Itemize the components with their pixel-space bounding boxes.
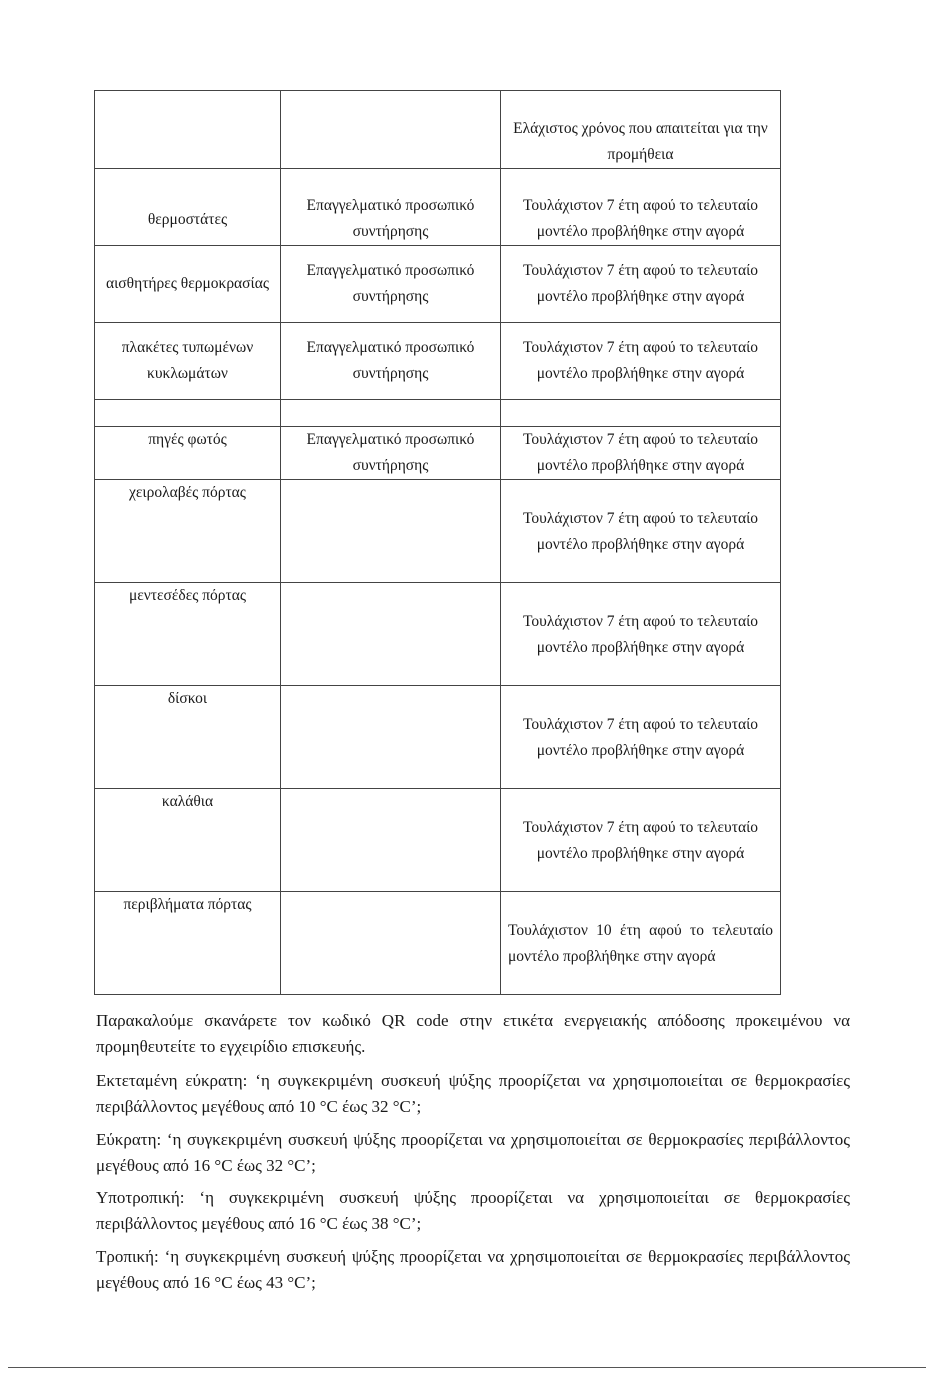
part-cell: μεντεσέδες πόρτας [95,583,281,686]
part-cell: πλακέτες τυπωμένων κυκλωμάτων [95,323,281,400]
table-row [95,246,781,323]
part-cell: δίσκοι [95,686,281,789]
part-cell: θερμοστάτες [95,169,281,246]
time-cell: Τουλάχιστον 7 έτη αφού το τελευταίο μοντέλο προβλήθηκε στην αγορά [501,323,781,400]
spare-parts-table [94,90,781,995]
who-cell [281,583,501,686]
who-cell [281,789,501,892]
who-cell [281,892,501,995]
table-row [95,427,781,480]
who-cell: Επαγγελματικό προσωπικό συντήρησης [281,323,501,400]
part-cell: περιβλήματα πόρτας [95,892,281,995]
table-row [95,892,781,995]
time-cell: Τουλάχιστον 7 έτη αφού το τελευταίο μοντέλο προβλήθηκε στην αγορά [501,246,781,323]
who-cell: Επαγγελματικό προσωπικό συντήρησης [281,169,501,246]
table-row [95,583,781,686]
table-row [95,169,781,246]
climate-class-extended-temperate: Εκτεταμένη εύκρατη: ‘η συγκεκριμένη συσκευή ψύξης προορίζεται να χρησιμοποιείται σε θερμοκρασίες περιβάλλοντος μεγέθους από 10 °C έως 32 °C’; [96,1071,850,1116]
footer-divider [8,1367,926,1368]
time-cell: Τουλάχιστον 7 έτη αφού το τελευταίο μοντέλο προβλήθηκε στην αγορά [501,583,781,686]
time-cell: Τουλάχιστον 10 έτη αφού το τελευταίο μοντέλο προβλήθηκε στην αγορά [501,892,781,995]
time-cell: Τουλάχιστον 7 έτη αφού το τελευταίο μοντέλο προβλήθηκε στην αγορά [501,789,781,892]
header-cell-time: Ελάχιστος χρόνος που απαιτείται για την προμήθεια [501,91,781,169]
table-row [95,789,781,892]
climate-class-subtropical: Υποτροπική: ‘η συγκεκριμένη συσκευή ψύξης προορίζεται να χρησιμοποιείται σε θερμοκρασίες περιβάλλοντος μεγέθους από 16 °C έως 38 °C’; [96,1188,850,1233]
time-cell: Τουλάχιστον 7 έτη αφού το τελευταίο μοντέλο προβλήθηκε στην αγορά [501,686,781,789]
time-cell: Τουλάχιστον 7 έτη αφού το τελευταίο μοντέλο προβλήθηκε στην αγορά [501,427,781,480]
time-cell: Τουλάχιστον 7 έτη αφού το τελευταίο μοντέλο προβλήθηκε στην αγορά [501,169,781,246]
who-cell [281,480,501,583]
table-row [95,686,781,789]
time-cell: Τουλάχιστον 7 έτη αφού το τελευταίο μοντέλο προβλήθηκε στην αγορά [501,480,781,583]
part-cell: χειρολαβές πόρτας [95,480,281,583]
table-header-row [95,91,781,169]
table-row [95,323,781,400]
who-cell [281,686,501,789]
part-cell: καλάθια [95,789,281,892]
who-cell: Επαγγελματικό προσωπικό συντήρησης [281,246,501,323]
climate-class-temperate: Εύκρατη: ‘η συγκεκριμένη συσκευή ψύξης προορίζεται να χρησιμοποιείται σε θερμοκρασίες περιβάλλοντος μεγέθους από 16 °C έως 32 °C’; [96,1130,850,1175]
part-cell: αισθητήρες θερμοκρασίας [95,246,281,323]
header-cell-who [281,91,501,169]
qr-code-paragraph: Παρακαλούμε σκανάρετε τον κωδικό QR code στην ετικέτα ενεργειακής απόδοσης προκειμένου να προμηθευτείτε το εγχειρίδιο επισκευής. [96,1011,850,1056]
header-cell-part [95,91,281,169]
table-row [95,480,781,583]
climate-class-tropical: Τροπική: ‘η συγκεκριμένη συσκευή ψύξης προορίζεται να χρησιμοποιείται σε θερμοκρασίες περιβάλλοντος μεγέθους από 16 °C έως 43 °C’; [96,1247,850,1292]
empty-table-row [95,400,781,427]
part-cell: πηγές φωτός [95,427,281,480]
who-cell: Επαγγελματικό προσωπικό συντήρησης [281,427,501,480]
